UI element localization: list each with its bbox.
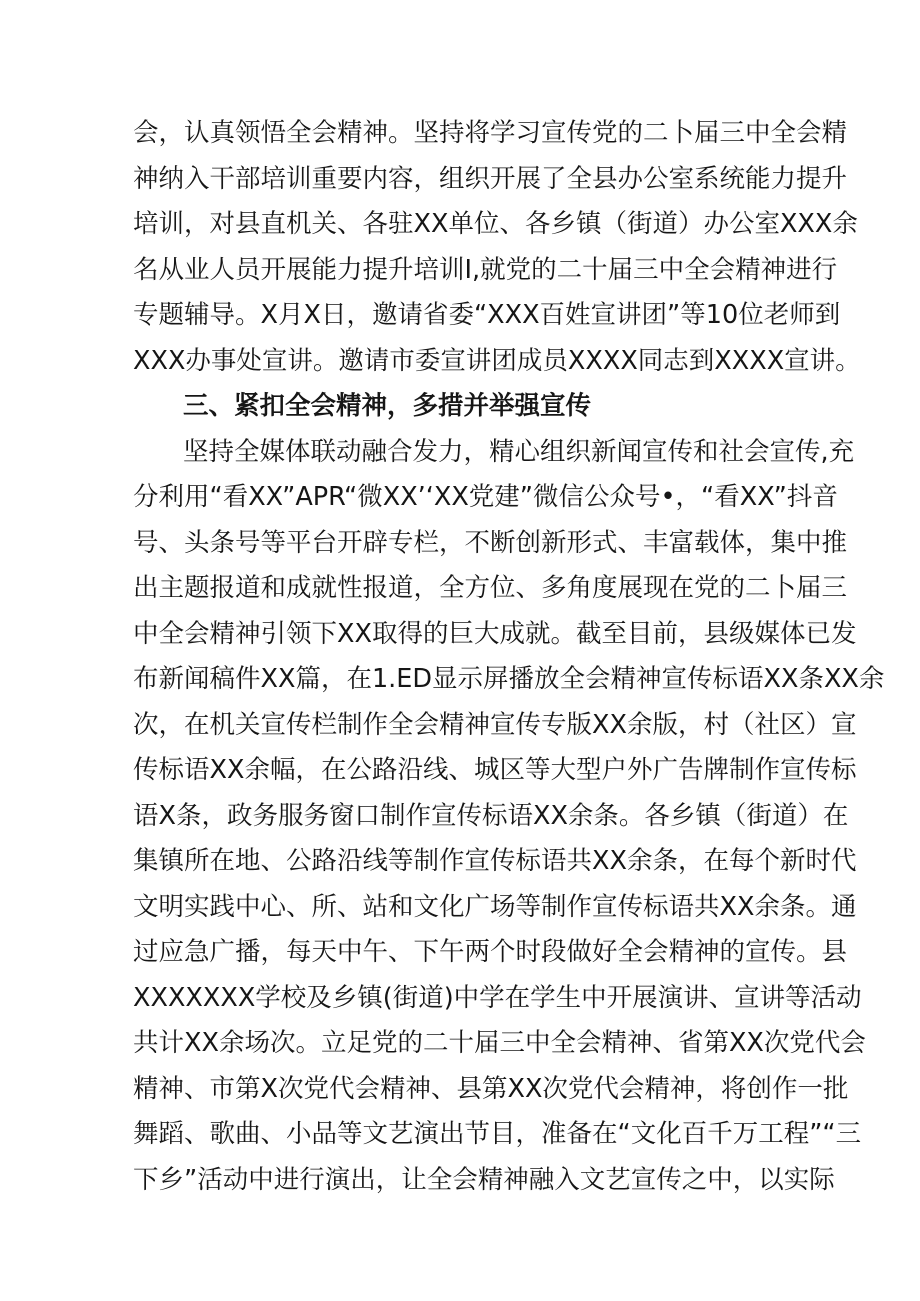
section-heading: 三、紧扣全会精神，多措并举强宣传: [183, 391, 592, 421]
paragraph-line: 名从业人员开展能力提升培训I,就党的二十届三中全会精神进行: [133, 254, 838, 285]
paragraph-line: 集镇所在地、公路沿线等制作宣传标语共XX余条，在每个新时代: [133, 846, 857, 876]
paragraph-line: XXXXXXX学校及乡镇(街道)中学在学生中开展演讲、宣讲等活动: [133, 982, 862, 1013]
paragraph-line: 语X条，政务服务窗口制作宣传标语XX余条。各乡镇（街道）在: [133, 800, 849, 831]
paragraph-line: 共计XX余场次。立足党的二十届三中全会精神、省第XX次党代会: [133, 1028, 866, 1058]
paragraph-line: 会，认真领悟全会精神。坚持将学习宣传党的二卜届三中全会精: [133, 118, 848, 148]
paragraph-line: 专题辅导。X月X日，邀请省委“XXX百姓宣讲团”等10位老师到: [133, 300, 841, 330]
paragraph-line: 坚持全媒体联动融合发力，精心组织新闻宣传和社会宣传,充: [183, 436, 855, 467]
paragraph-line: 培训，对县直机关、各驻XX单位、各乡镇（街道）办公室XXX余: [133, 209, 858, 239]
paragraph-line: 传标语XX余幅，在公路沿线、城区等大型户外广告牌制作宣传标: [133, 755, 857, 785]
paragraph-line: 舞蹈、歌曲、小品等文艺演出节目，准备在“文化百千万工程”“三: [133, 1119, 862, 1149]
paragraph-line: 精神、市第X次党代会精神、县第XX次党代会精神，将创作一批: [133, 1073, 849, 1104]
paragraph-line: 出主题报道和成就性报道，全方位、多角度展现在党的二卜届三: [133, 573, 848, 603]
paragraph-line: XXX办事处宣讲。邀请市委宣讲团成员XXXX同志到XXXX宣讲。: [133, 345, 861, 376]
paragraph-line: 号、头条号等平台开辟专栏，不断创新形式、丰富载体，集中推: [133, 527, 848, 558]
paragraph-line: 文明实践中心、所、站和文化广场等制作宣传标语共XX余条。通: [133, 891, 857, 922]
paragraph-line: 下乡”活动中进行演出，让全会精神融入文艺宣传之中，以实际: [133, 1164, 835, 1195]
paragraph-line: 中全会精神引领下XX取得的巨大成就。截至目前，县级媒体已发: [133, 618, 857, 649]
paragraph-line: 分利用“看XX”APR“微XX’‘XX党建”微信公众号•，“看XX”抖音: [133, 482, 838, 512]
paragraph-line: 神纳入干部培训重要内容，组织开展了全县办公室系统能力提升: [133, 163, 848, 194]
paragraph-line: 次，在机关宣传栏制作全会精神宣传专版XX余版，村（社区）宣: [133, 709, 857, 740]
document-body: [133, 111, 885, 1203]
paragraph-line: 过应急广播，每天中午、下午两个时段做好全会精神的宣传。县: [133, 937, 848, 967]
paragraph-line: 布新闻稿件XX篇，在1.ED显示屏播放全会精神宣传标语XX条XX余: [133, 664, 885, 694]
